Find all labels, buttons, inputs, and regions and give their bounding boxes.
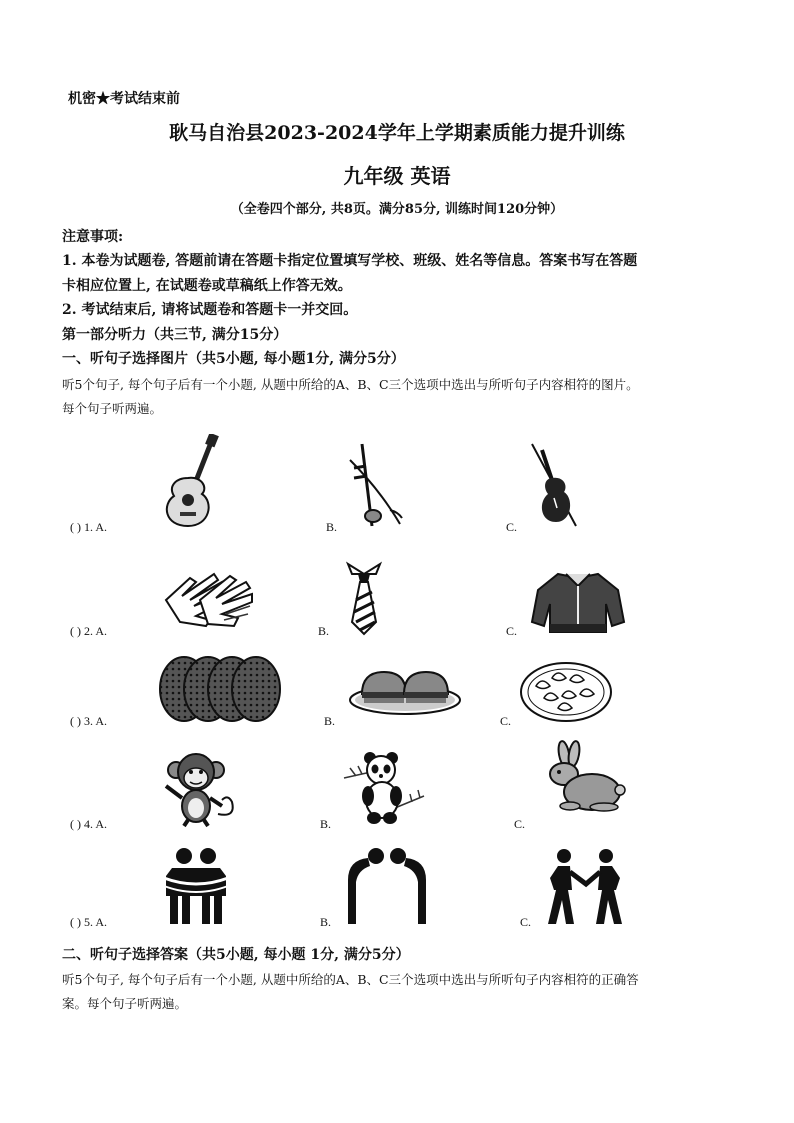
violin-icon [522,440,592,532]
question-3-label: ( ) 3. A. [70,714,107,728]
question-3-option-c: C. [500,714,512,728]
question-1-option-c: C. [506,520,518,534]
burgers-icon [348,664,462,716]
handshake-icon [540,846,632,926]
guitar-icon [150,434,230,530]
notes-item-2: 2. 考试结束后, 请将试题卷和答题卡一并交回。 [62,302,358,318]
gloves-icon [160,560,260,634]
monkey-icon [158,748,242,828]
notes-item-1-line-1: 1. 本卷为试题卷, 答题前请在答题卡指定位置填写学校、班级、姓名等信息。答案书写在答题 [62,253,638,269]
section1-instruction-line-1: 听5个句子, 每个句子后有一个小题, 从题中所给的A、B、C三个选项中选出与所听句子内容相符的图片。 [62,377,639,392]
dumplings-icon [518,660,614,724]
erhu-icon [340,440,410,532]
hug-icon [156,846,236,926]
question-4-label: ( ) 4. A. [70,817,107,831]
question-2-option-b: B. [318,624,330,638]
question-4-option-b: B. [320,817,332,831]
exam-subtitle: 九年级 英语 [343,164,451,188]
question-1-label: ( ) 1. A. [70,520,107,534]
panda-icon [340,748,428,828]
section2-heading: 二、听句子选择答案（共5小题, 每小题 1分, 满分5分） [62,947,410,963]
question-4-option-c: C. [514,817,526,831]
jacket-icon [528,568,628,636]
question-2-label: ( ) 2. A. [70,624,107,638]
part1-heading: 第一部分听力（共三节, 满分15分） [62,327,288,343]
question-1-option-b: B. [326,520,338,534]
pancakes-icon [158,654,282,724]
question-5-option-c: C. [520,915,532,929]
section1-instruction-line-2: 每个句子听两遍。 [62,401,163,416]
question-5-option-b: B. [320,915,332,929]
bow-icon [340,846,434,926]
section1-heading: 一、听句子选择图片（共5小题, 每小题1分, 满分5分） [62,351,405,367]
question-2-option-c: C. [506,624,518,638]
rabbit-icon [536,740,628,814]
notes-item-1-line-2: 卡相应位置上, 在试题卷或草稿纸上作答无效。 [62,278,352,294]
notes-heading: 注意事项: [62,229,124,245]
question-5-label: ( ) 5. A. [70,915,107,929]
question-3-option-b: B. [324,714,336,728]
exam-title: 耿马自治县2023-2024学年上学期素质能力提升训练 [169,122,625,144]
section2-instruction-line-1: 听5个句子, 每个句子后有一个小题, 从题中所给的A、B、C三个选项中选出与所听句子内容相符的正确答 [62,972,639,987]
section2-instruction-line-2: 案。每个句子听两遍。 [62,996,188,1011]
confidential-mark: 机密★考试结束前 [68,91,180,107]
exam-info: （全卷四个部分, 共8页。满分85分, 训练时间120分钟） [230,202,564,217]
tie-icon [342,560,386,636]
